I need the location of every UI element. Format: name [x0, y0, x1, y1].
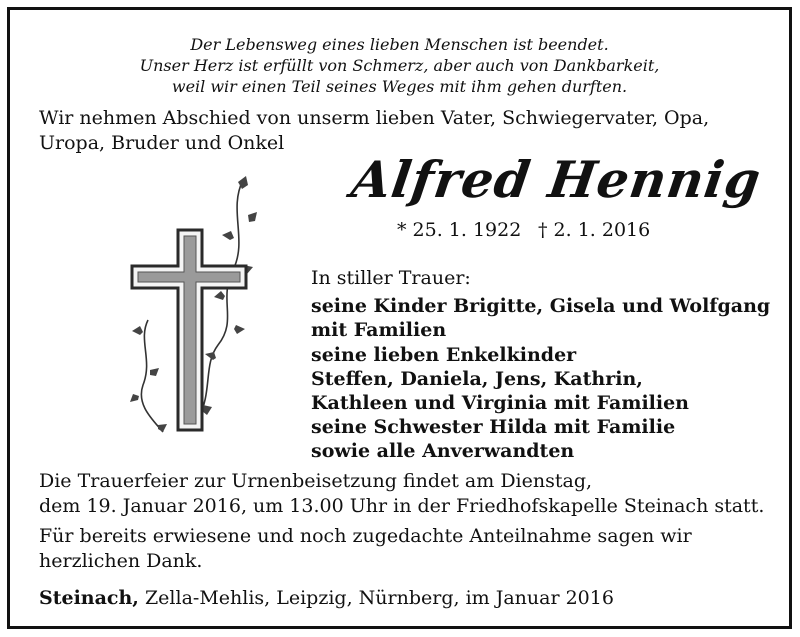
mourning-label: In stiller Trauer:	[311, 267, 471, 289]
poem-line-3: weil wir einen Teil seines Weges mit ihm gehen durften.	[171, 77, 628, 96]
mourner-line-6: seine Schwester Hilda mit Familie	[311, 416, 676, 438]
obituary-frame	[7, 7, 792, 629]
poem-line-1: Der Lebensweg eines lieben Menschen ist beendet.	[190, 35, 609, 54]
birth-date: * 25. 1. 1922	[397, 219, 522, 241]
cross-with-ivy-icon	[118, 170, 268, 440]
poem-line-2: Unser Herz ist erfüllt von Schmerz, aber auch von Dankbarkeit,	[139, 56, 660, 75]
place-line	[39, 586, 614, 610]
death-date: † 2. 1. 2016	[538, 219, 651, 241]
place-town: Steinach,	[39, 587, 139, 609]
mourner-line-3: seine lieben Enkelkinder	[311, 344, 577, 366]
mourner-line-4: Steffen, Daniela, Jens, Kathrin,	[311, 368, 643, 390]
place-rest: Zella-Mehlis, Leipzig, Nürnberg, im Januar 2016	[138, 587, 614, 609]
intro-line-1: Wir nehmen Abschied von unserm lieben Vater, Schwiegervater, Opa,	[39, 107, 710, 129]
mourner-line-5: Kathleen und Virginia mit Familien	[311, 392, 689, 414]
deceased-name: Alfred Hennig	[348, 150, 765, 209]
mourner-line-2: mit Familien	[311, 319, 447, 341]
mourner-line-7: sowie alle Anverwandten	[311, 440, 575, 462]
intro-line-2: Uropa, Bruder und Onkel	[39, 132, 285, 154]
funeral-line-1: Die Trauerfeier zur Urnenbeisetzung findet am Dienstag,	[39, 470, 593, 492]
thanks-line-1: Für bereits erwiesene und noch zugedachte Anteilnahme sagen wir	[39, 525, 692, 547]
thanks-line-2: herzlichen Dank.	[39, 550, 203, 572]
mourner-line-1: seine Kinder Brigitte, Gisela und Wolfgang	[311, 295, 771, 317]
funeral-line-2: dem 19. Januar 2016, um 13.00 Uhr in der Friedhofskapelle Steinach statt.	[39, 495, 765, 517]
